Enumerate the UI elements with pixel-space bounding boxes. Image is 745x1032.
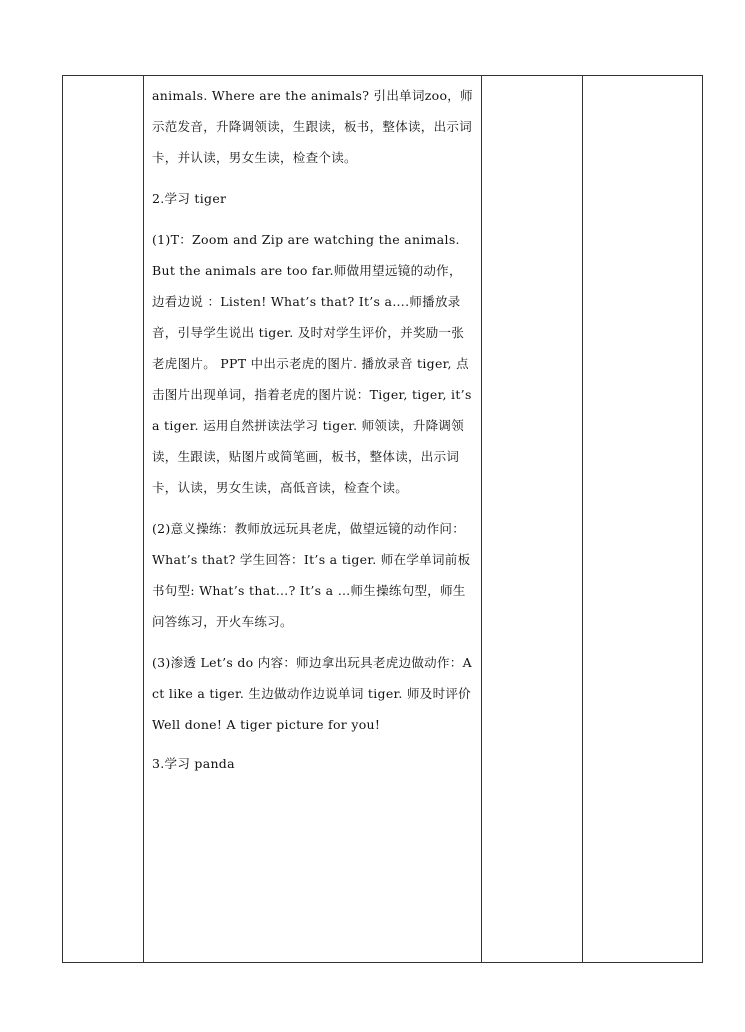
- stage-cell: [63, 76, 144, 963]
- step2-part1-paragraph: (1)T：Zoom and Zip are watching the animals. But the animals are too far.师做用望远镜的动作，边看边说 ：Listen! What’s that? It’s a….师播放录音，引导学生说出 tiger. 及时对学生评价，并奖励一张老虎图片。 PPT 中出示老虎的图片. 播放录音 tiger, 点击图片出现单词，指着老虎的图片说：Tiger, tiger, it’s a tiger. 运用自然拼读法学习 tiger. 师领读，升降调领读，生跟读，贴图片或简笔画，板书，整体读，出示词卡，认读，男女生读，高低音读，检查个读。: [152, 232, 472, 495]
- table-row: [63, 76, 703, 963]
- student-activities-cell: [482, 76, 583, 963]
- teaching-activities-cell: [144, 76, 482, 963]
- intro-paragraph: animals. Where are the animals? 引出单词zoo，师示范发音，升降调领读，生跟读，板书，整体读，出示词卡，并认读，男女生读，检查个读。: [152, 88, 473, 165]
- step2-part2-paragraph: (2)意义操练：教师放远玩具老虎，做望远镜的动作问： What’s that? 学生回答：It’s a tiger. 师在学单词前板书句型: What’s that…? It’s a …师生操练句型，师生问答练习，开火车练习。: [152, 521, 471, 629]
- step3-title: 3.学习 panda: [152, 756, 235, 771]
- step2-title: 2.学习 tiger: [152, 191, 227, 206]
- step2-part3-paragraph: (3)渗透 Let’s do 内容：师边拿出玩具老虎边做动作：Act like a tiger. 生边做动作边说单词 tiger. 师及时评价 Well done! A tiger picture for you!: [152, 655, 472, 732]
- design-intent-cell: [583, 76, 703, 963]
- lesson-plan-table: [62, 75, 703, 963]
